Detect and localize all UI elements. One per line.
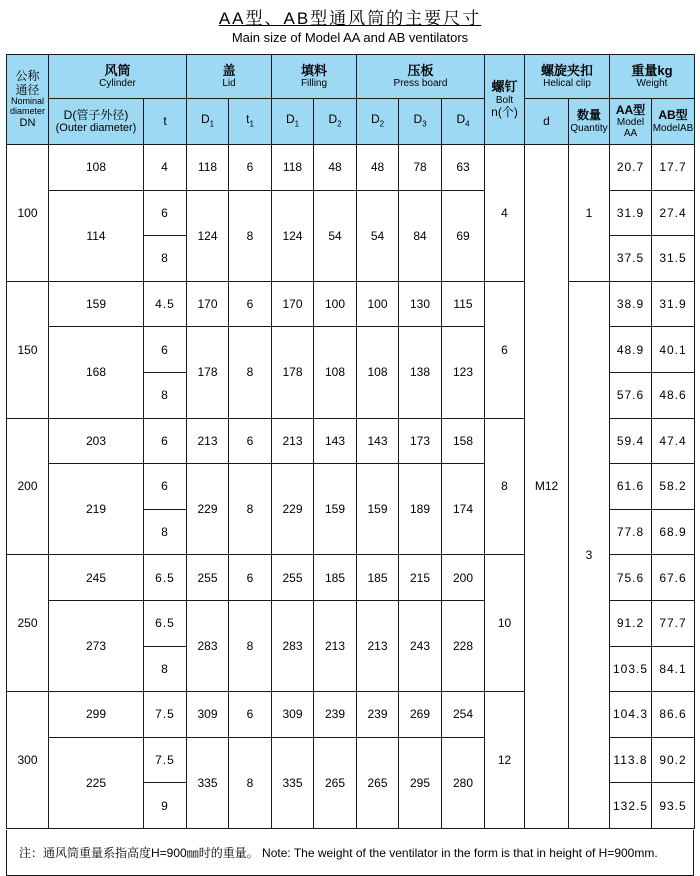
cell-lidd1: 309 [187,692,229,738]
cell-fd1: 124 [272,190,314,281]
cell-t: 4 [144,145,187,191]
header-lid: 盖 Lid [187,55,272,99]
cell-weight-ab: 67.6 [652,555,695,601]
cell-weight-aa: 57.6 [610,372,652,418]
cell-outer-diameter: 114 [49,190,144,281]
cell-pd2: 239 [357,692,399,738]
cell-weight-ab: 31.9 [652,281,695,327]
cell-pd4: 158 [442,418,485,464]
cell-weight-aa: 38.9 [610,281,652,327]
cell-lidd1: 283 [187,600,229,691]
cell-weight-aa: 103.5 [610,646,652,692]
cell-outer-diameter: 219 [49,464,144,555]
cell-pd3: 215 [399,555,442,601]
cell-bolt-count: 12 [485,692,525,829]
cell-pd4: 174 [442,464,485,555]
header-weight: 重量kg Weight [610,55,695,99]
cell-weight-aa: 91.2 [610,600,652,646]
cell-t: 7.5 [144,737,187,783]
footnote: 注：通风筒重量系指高度H=900㎜时的重量。 Note: The weight of the ventilator in the form is that in height of H=900mm. [6,830,694,876]
cell-fd1: 309 [272,692,314,738]
cell-outer-diameter: 273 [49,600,144,691]
header-t: t [144,99,187,145]
cell-dn: 150 [7,281,49,418]
cell-pd3: 269 [399,692,442,738]
cell-weight-aa: 20.7 [610,145,652,191]
cell-pd4: 280 [442,737,485,828]
cell-weight-ab: 27.4 [652,190,695,236]
cell-lidd1: 213 [187,418,229,464]
cell-t: 6 [144,464,187,510]
cell-pd2: 159 [357,464,399,555]
cell-weight-ab: 58.2 [652,464,695,510]
cell-t: 6.5 [144,600,187,646]
page-subtitle: Main size of Model AA and AB ventilators [231,30,469,45]
cell-lidt1: 8 [229,737,272,828]
cell-t: 6 [144,190,187,236]
cell-t: 6 [144,418,187,464]
cell-bolt-count: 8 [485,418,525,555]
cell-lidt1: 6 [229,555,272,601]
cell-bolt-count: 4 [485,145,525,282]
cell-dn: 250 [7,555,49,692]
cell-pd4: 254 [442,692,485,738]
cell-outer-diameter: 203 [49,418,144,464]
header-dn: 公称 通径 Nominal diameter DN [7,55,49,145]
cell-t: 8 [144,236,187,282]
cell-t: 9 [144,783,187,829]
cell-weight-ab: 17.7 [652,145,695,191]
header-filling: 填料 Filling [272,55,357,99]
cell-weight-aa: 113.8 [610,737,652,783]
header-bolt: 螺钉 Bolt n(个) [485,55,525,145]
cell-lidt1: 8 [229,190,272,281]
cell-outer-diameter: 159 [49,281,144,327]
cell-pd4: 63 [442,145,485,191]
cell-pd4: 115 [442,281,485,327]
cell-lidd1: 118 [187,145,229,191]
cell-weight-aa: 48.9 [610,327,652,373]
cell-t: 8 [144,509,187,555]
cell-weight-ab: 40.1 [652,327,695,373]
cell-fd2: 213 [314,600,357,691]
header-clip-d: d [525,99,569,145]
cell-fd2: 143 [314,418,357,464]
cell-pd2: 100 [357,281,399,327]
header-clip-qty: 数量 Quantity [569,99,610,145]
cell-fd1: 335 [272,737,314,828]
cell-lidt1: 8 [229,327,272,418]
cell-pd4: 228 [442,600,485,691]
cell-weight-aa: 59.4 [610,418,652,464]
cell-t: 6.5 [144,555,187,601]
header-press-d3: $D_3$ [399,99,442,145]
cell-weight-ab: 48.6 [652,372,695,418]
cell-dn: 300 [7,692,49,829]
header-outer-diameter: D(管子外径) (Outer diameter) [49,99,144,145]
cell-weight-ab: 77.7 [652,600,695,646]
cell-lidd1: 170 [187,281,229,327]
cell-pd3: 78 [399,145,442,191]
cell-t: 6 [144,327,187,373]
cell-outer-diameter: 225 [49,737,144,828]
cell-lidt1: 8 [229,600,272,691]
header-cylinder: 风筒 Cylinder [49,55,187,99]
cell-pd2: 48 [357,145,399,191]
cell-outer-diameter: 299 [49,692,144,738]
cell-weight-ab: 90.2 [652,737,695,783]
header-press-d2: $D_2$ [357,99,399,145]
cell-pd2: 143 [357,418,399,464]
cell-fd1: 170 [272,281,314,327]
header-helical-clip: 螺旋夹扣 Helical clip [525,55,610,99]
cell-dn: 200 [7,418,49,555]
cell-pd3: 295 [399,737,442,828]
cell-pd3: 173 [399,418,442,464]
cell-lidd1: 229 [187,464,229,555]
cell-weight-ab: 31.5 [652,236,695,282]
cell-weight-ab: 86.6 [652,692,695,738]
cell-outer-diameter: 168 [49,327,144,418]
cell-pd3: 243 [399,600,442,691]
cell-lidt1: 8 [229,464,272,555]
cell-outer-diameter: 108 [49,145,144,191]
cell-lidt1: 6 [229,418,272,464]
cell-weight-ab: 84.1 [652,646,695,692]
header-press-d4: $D_4$ [442,99,485,145]
cell-pd4: 69 [442,190,485,281]
table-row [7,145,695,191]
cell-weight-ab: 68.9 [652,509,695,555]
cell-lidd1: 335 [187,737,229,828]
cell-pd2: 265 [357,737,399,828]
cell-weight-aa: 132.5 [610,783,652,829]
cell-clip-qty: 1 [569,145,610,282]
cell-weight-aa: 31.9 [610,190,652,236]
cell-clip-qty: 3 [569,281,610,828]
cell-pd3: 138 [399,327,442,418]
cell-lidt1: 6 [229,145,272,191]
header-weight-aa: AA型 Model AA [610,99,652,145]
cell-t: 7.5 [144,692,187,738]
cell-fd2: 54 [314,190,357,281]
header-lid-d1: $D_1$ [187,99,229,145]
cell-bolt-count: 10 [485,555,525,692]
cell-lidt1: 6 [229,281,272,327]
cell-t: 4.5 [144,281,187,327]
cell-lidt1: 6 [229,692,272,738]
header-lid-t1: $t_1$ [229,99,272,145]
cell-t: 8 [144,372,187,418]
cell-fd1: 213 [272,418,314,464]
cell-pd2: 213 [357,600,399,691]
cell-pd4: 123 [442,327,485,418]
cell-pd3: 84 [399,190,442,281]
cell-fd1: 118 [272,145,314,191]
cell-t: 8 [144,646,187,692]
cell-pd4: 200 [442,555,485,601]
cell-fd2: 108 [314,327,357,418]
cell-clip-d: M12 [525,145,569,829]
cell-pd2: 54 [357,190,399,281]
cell-lidd1: 255 [187,555,229,601]
cell-fd1: 255 [272,555,314,601]
cell-fd2: 48 [314,145,357,191]
cell-fd1: 178 [272,327,314,418]
cell-pd2: 108 [357,327,399,418]
cell-pd2: 185 [357,555,399,601]
cell-lidd1: 178 [187,327,229,418]
header-filling-d1: $D_1$ [272,99,314,145]
cell-weight-aa: 104.3 [610,692,652,738]
page-title: AA型、AB型通风筒的主要尺寸 [218,9,482,28]
cell-weight-aa: 75.6 [610,555,652,601]
dimension-table [6,54,695,829]
cell-pd3: 130 [399,281,442,327]
cell-weight-aa: 37.5 [610,236,652,282]
cell-pd3: 189 [399,464,442,555]
cell-outer-diameter: 245 [49,555,144,601]
cell-fd2: 100 [314,281,357,327]
cell-fd2: 159 [314,464,357,555]
cell-weight-ab: 93.5 [652,783,695,829]
cell-lidd1: 124 [187,190,229,281]
header-weight-ab: AB型 ModelAB [652,99,695,145]
cell-fd1: 283 [272,600,314,691]
table-row [7,281,695,327]
cell-fd2: 265 [314,737,357,828]
cell-fd2: 185 [314,555,357,601]
cell-bolt-count: 6 [485,281,525,418]
cell-fd1: 229 [272,464,314,555]
cell-fd2: 239 [314,692,357,738]
cell-weight-aa: 77.8 [610,509,652,555]
cell-weight-aa: 61.6 [610,464,652,510]
cell-dn: 100 [7,145,49,282]
header-press-board: 压板 Press board [357,55,485,99]
cell-weight-ab: 47.4 [652,418,695,464]
header-filling-d2: $D_2$ [314,99,357,145]
